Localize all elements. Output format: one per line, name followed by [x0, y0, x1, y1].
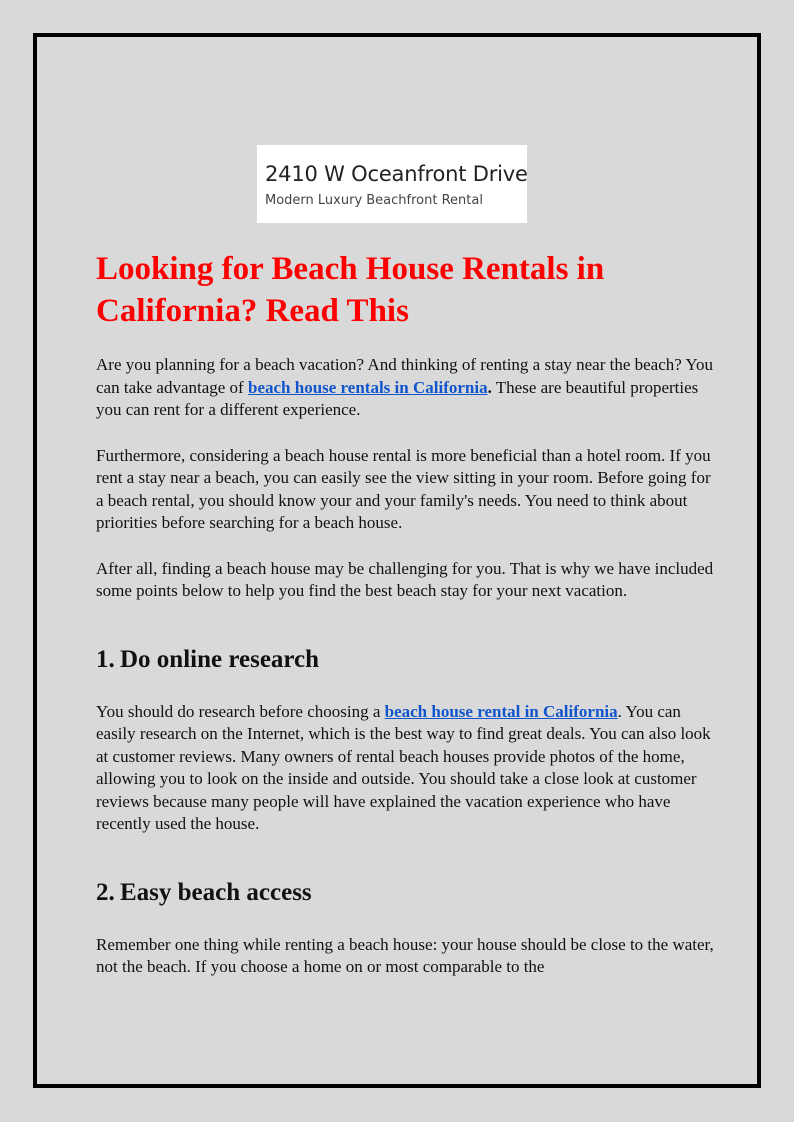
section-number-1: 1.: [96, 645, 115, 673]
section-heading-1: [96, 645, 716, 675]
logo-subtitle: Modern Luxury Beachfront Rental: [265, 193, 483, 208]
paragraph-3: After all, finding a beach house may be challenging for you. That is why we have included some points below to help you find the best beach stay for your next vacation.: [96, 558, 714, 600]
section-2-paragraph: Remember one thing while renting a beach house: your house should be close to the water, not the beach. If you choose a home on or most comparable to the: [96, 934, 714, 976]
section-title-2: Easy beach access: [120, 878, 312, 906]
intro-paragraph: [96, 354, 716, 422]
section-1-text-start: You should do research before choosing a: [96, 701, 385, 721]
intro-text-end: These are beautiful properties you can rent for a different experience.: [96, 377, 699, 419]
article-body: [96, 248, 716, 1002]
intro-link-period: .: [487, 377, 492, 397]
section-number-2: 2.: [96, 878, 115, 906]
page-title: Looking for Beach House Rentals in California? Read This: [96, 251, 605, 329]
paragraph-2: Furthermore, considering a beach house rental is more beneficial than a hotel room. If you rent a stay near a beach, you can easily see the view sitting in your room. Before going for a beach rental, you should know your and your family's needs. You need to think about priorities before searching for a beach house.: [96, 445, 711, 532]
section-heading-2: [96, 878, 716, 908]
logo: [257, 145, 527, 223]
section-1-text-end: . You can easily research on the Internet, which is the best way to find great deals. You can also look at customer reviews. Many owners of rental beach houses provide photos of the home, allowing you to look on the inside and outside. You should take a close look at customer reviews because many people will have explained the vacation experience who have recently used the house.: [96, 701, 711, 833]
section-title-1: Do online research: [120, 645, 320, 673]
section-1-paragraph: [96, 701, 716, 836]
beach-house-rental-link[interactable]: beach house rental in California: [384, 701, 618, 721]
beach-house-rentals-link[interactable]: beach house rentals in California: [247, 377, 488, 397]
intro-text-start: Are you planning for a beach vacation? And thinking of renting a stay near the beach? You can take advantage of: [96, 355, 714, 397]
logo-title: 2410 W Oceanfront Drive: [265, 162, 528, 186]
